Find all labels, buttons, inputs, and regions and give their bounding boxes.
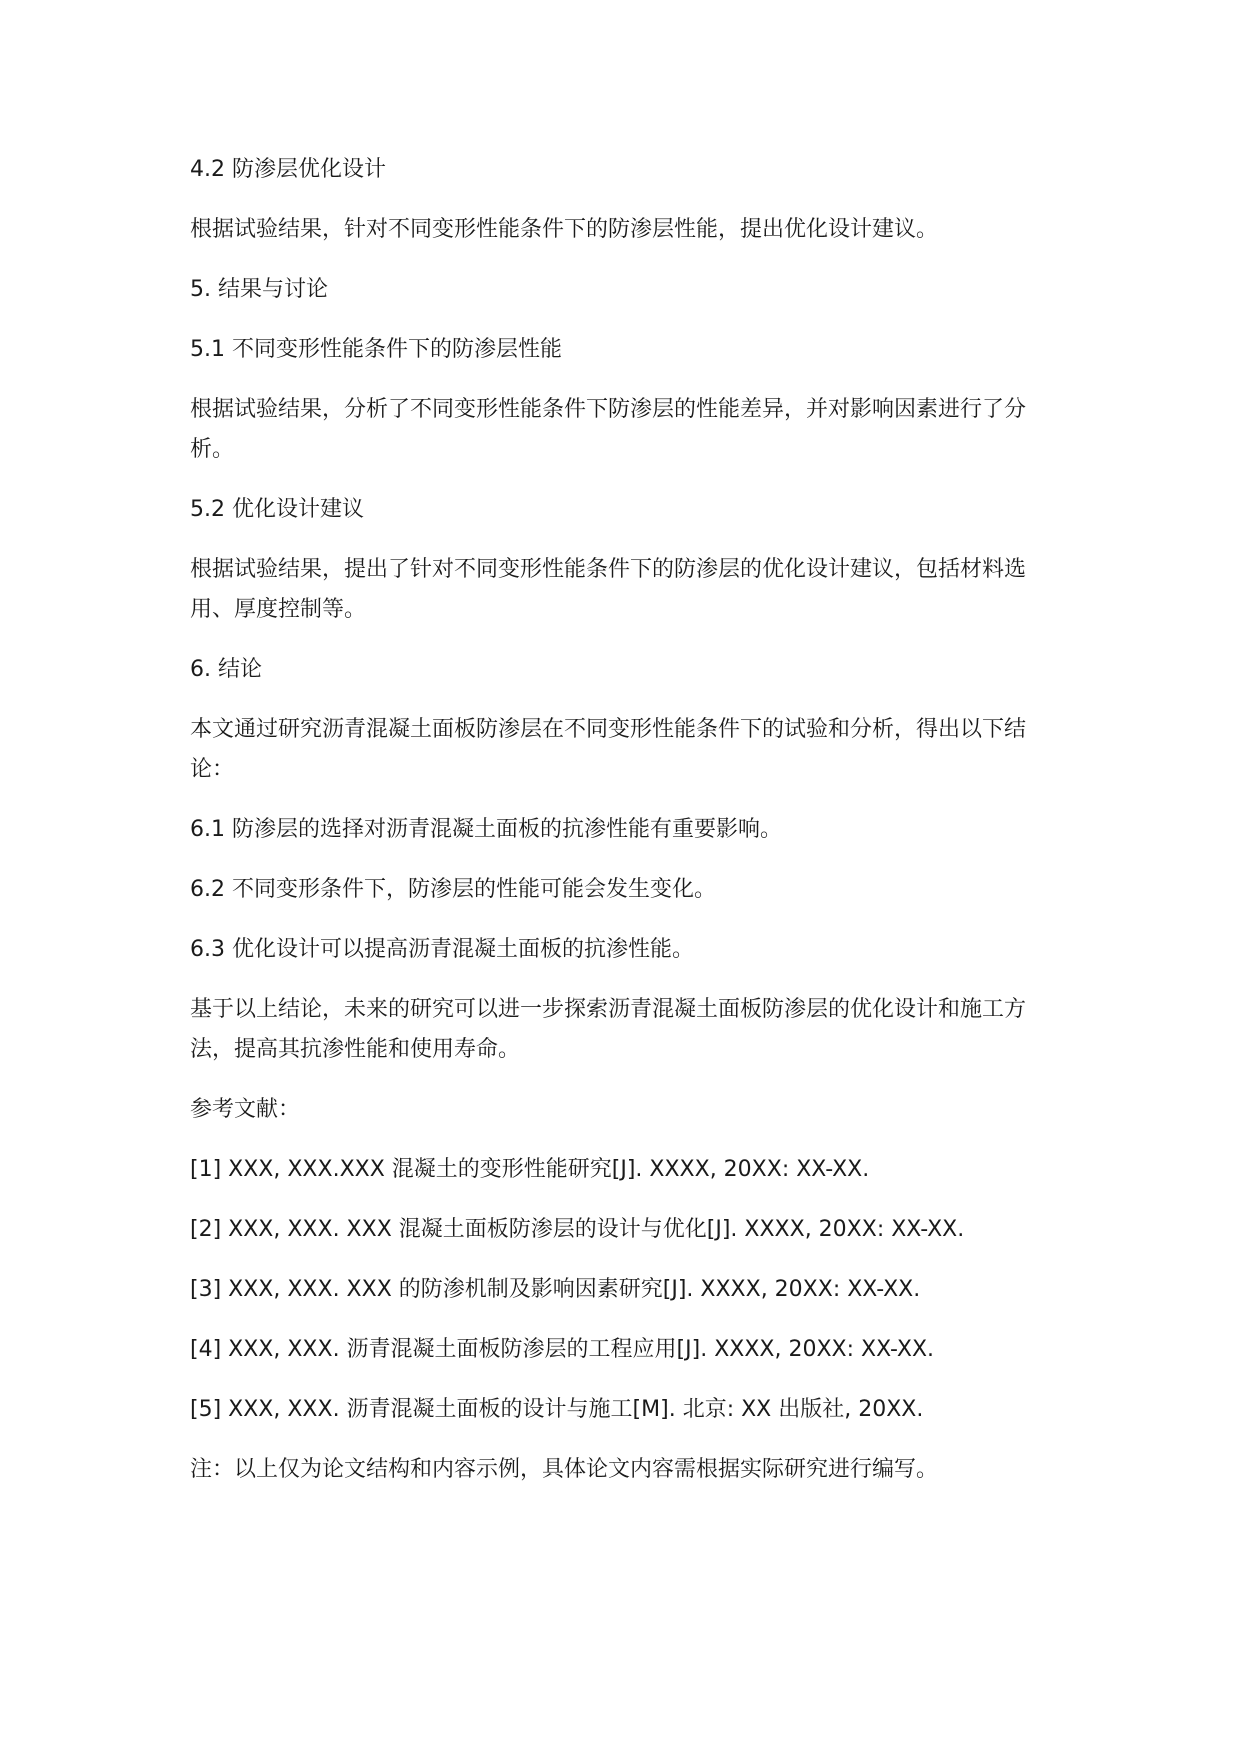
conclusion-point: 6.3 优化设计可以提高沥青混凝土面板的抗渗性能。 [190, 937, 694, 962]
references-heading: 参考文献： [190, 1097, 301, 1122]
conclusion-point: 6.1 防渗层的选择对沥青混凝土面板的抗渗性能有重要影响。 [190, 817, 782, 842]
section-5-2-heading: 5.2 优化设计建议 [190, 497, 364, 522]
reference-list [190, 1150, 1050, 1430]
conclusion-point: 6.2 不同变形条件下，防渗层的性能可能会发生变化。 [190, 877, 716, 902]
section-5-1-body: 根据试验结果，分析了不同变形性能条件下防渗层的性能差异，并对影响因素进行了分析。 [190, 397, 1027, 462]
reference-item: [4] XXX, XXX. 沥青混凝土面板防渗层的工程应用[J]. XXXX, 20XX: XX-XX. [190, 1337, 935, 1362]
section-5-2-body: 根据试验结果，提出了针对不同变形性能条件下的防渗层的优化设计建议，包括材料选用、厚度控制等。 [190, 557, 1027, 622]
reference-item: [5] XXX, XXX. 沥青混凝土面板的设计与施工[M]. 北京: XX 出版社, 20XX. [190, 1397, 924, 1422]
conclusion-intro: 本文通过研究沥青混凝土面板防渗层在不同变形性能条件下的试验和分析，得出以下结论： [190, 717, 1027, 782]
reference-item: [1] XXX, XXX.XXX 混凝土的变形性能研究[J]. XXXX, 20XX: XX-XX. [190, 1157, 870, 1182]
reference-item: [3] XXX, XXX. XXX 的防渗机制及影响因素研究[J]. XXXX, 20XX: XX-XX. [190, 1277, 921, 1302]
section-5-heading: 5. 结果与讨论 [190, 277, 328, 302]
conclusion-outlook: 基于以上结论，未来的研究可以进一步探索沥青混凝土面板防渗层的优化设计和施工方法，提高其抗渗性能和使用寿命。 [190, 997, 1027, 1062]
section-6-heading: 6. 结论 [190, 657, 262, 682]
section-5-1-heading: 5.1 不同变形性能条件下的防渗层性能 [190, 337, 562, 362]
footnote: 注：以上仅为论文结构和内容示例，具体论文内容需根据实际研究进行编写。 [190, 1457, 939, 1482]
reference-item: [2] XXX, XXX. XXX 混凝土面板防渗层的设计与优化[J]. XXXX, 20XX: XX-XX. [190, 1217, 965, 1242]
section-4-2-body: 根据试验结果，针对不同变形性能条件下的防渗层性能，提出优化设计建议。 [190, 217, 939, 242]
document-page [190, 150, 1050, 1510]
section-4-2-heading: 4.2 防渗层优化设计 [190, 157, 386, 182]
